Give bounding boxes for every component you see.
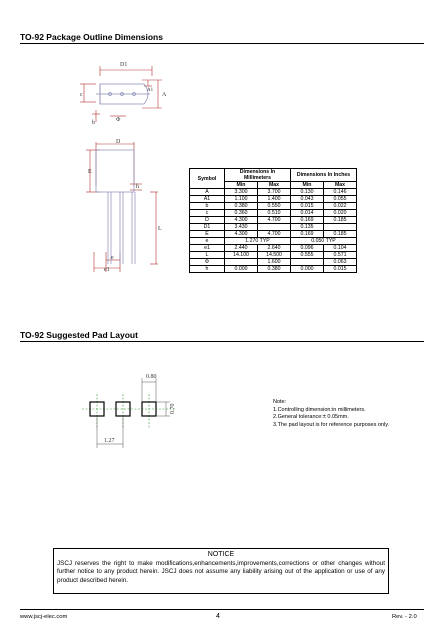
- table-row: [190, 238, 357, 245]
- note-line-2: 2.General tolerance:± 0.05mm.: [273, 414, 349, 420]
- cell-value: 0.360: [225, 210, 258, 217]
- cell-value: 0.104: [324, 245, 357, 252]
- cell-value: 0.550: [258, 203, 291, 210]
- cell-value: 0.055: [324, 196, 357, 203]
- table-row: [190, 210, 357, 217]
- cell-value: 4.700: [258, 217, 291, 224]
- package-front-view-drawing: [86, 140, 166, 272]
- cell-value: [291, 259, 324, 266]
- cell-value: 4.300: [225, 217, 258, 224]
- cell-value: 0.063: [324, 259, 357, 266]
- cell-value: 14.100: [225, 252, 258, 259]
- cell-value: 0.050 TYP: [291, 238, 357, 245]
- cell-value: 1.400: [258, 196, 291, 203]
- cell-value: 2.440: [225, 245, 258, 252]
- pad-layout-drawing: [80, 368, 180, 450]
- notice-box: [53, 548, 389, 594]
- cell-symbol: A1: [190, 196, 225, 203]
- label-c: c: [80, 92, 83, 98]
- footer-page-number: 4: [216, 613, 220, 620]
- cell-value: 0.146: [324, 189, 357, 196]
- cell-value: 0.015: [324, 266, 357, 273]
- cell-symbol: Φ: [190, 259, 225, 266]
- cell-value: 2.640: [258, 245, 291, 252]
- label-b: b: [92, 120, 95, 126]
- label-phi: Φ: [116, 117, 121, 123]
- table-row: [190, 252, 357, 259]
- cell-value: 0.135: [291, 224, 324, 231]
- cell-value: 3.700: [258, 189, 291, 196]
- table-row: [190, 266, 357, 273]
- pad-section-title: TO-92 Suggested Pad Layout: [20, 330, 424, 342]
- cell-value: 0.000: [291, 266, 324, 273]
- label-pad-pitch: 1.27: [104, 438, 115, 444]
- cell-value: 0.022: [324, 203, 357, 210]
- label-d: D: [116, 139, 121, 145]
- footer-website: www.jscj-elec.com: [20, 614, 68, 620]
- cell-value: [324, 224, 357, 231]
- table-row: [190, 196, 357, 203]
- cell-value: 0.096: [291, 245, 324, 252]
- header-symbol: Symbol: [190, 169, 225, 189]
- label-h: h: [136, 184, 139, 190]
- cell-value: 0.380: [258, 266, 291, 273]
- cell-value: 0.020: [324, 210, 357, 217]
- table-row: [190, 245, 357, 252]
- footer-revision: Rev. - 2.0: [392, 614, 417, 620]
- cell-symbol: D: [190, 217, 225, 224]
- header-mm: Dimensions In Millimeters: [225, 169, 291, 182]
- cell-value: 3.300: [225, 189, 258, 196]
- cell-value: 0.130: [291, 189, 324, 196]
- notes-title: Note:: [273, 399, 287, 405]
- footer-divider: [20, 609, 424, 610]
- cell-value: 0.169: [291, 231, 324, 238]
- cell-symbol: e: [190, 238, 225, 245]
- cell-value: 0.555: [291, 252, 324, 259]
- label-a: A: [162, 92, 167, 98]
- label-pad-width: 0.80: [146, 374, 157, 380]
- cell-value: 0.169: [291, 217, 324, 224]
- table-row: [190, 203, 357, 210]
- table-row: [190, 217, 357, 224]
- header-in-max: Max: [324, 182, 357, 189]
- cell-value: 3.430: [225, 224, 258, 231]
- note-line-3: 3.The pad layout is for reference purposes only.: [273, 421, 390, 428]
- cell-symbol: L: [190, 252, 225, 259]
- cell-symbol: E: [190, 231, 225, 238]
- label-pad-height: 0.70: [170, 403, 176, 414]
- cell-symbol: e1: [190, 245, 225, 252]
- cell-value: 0.043: [291, 196, 324, 203]
- outline-section-title: TO-92 Package Outline Dimensions: [20, 32, 424, 44]
- cell-value: 0.571: [324, 252, 357, 259]
- header-in-min: Min: [291, 182, 324, 189]
- cell-value: 1.100: [225, 196, 258, 203]
- label-e1: e1: [104, 267, 110, 273]
- cell-value: [258, 224, 291, 231]
- label-d1: D1: [120, 62, 128, 68]
- header-mm-min: Min: [225, 182, 258, 189]
- notes-block: [273, 399, 389, 429]
- label-e-side: E: [88, 169, 92, 175]
- cell-symbol: h: [190, 266, 225, 273]
- header-mm-max: Max: [258, 182, 291, 189]
- cell-value: 0.185: [324, 231, 357, 238]
- cell-value: 0.000: [225, 266, 258, 273]
- cell-symbol: D1: [190, 224, 225, 231]
- table-row: [190, 259, 357, 266]
- cell-value: 0.380: [225, 203, 258, 210]
- table-row: [190, 224, 357, 231]
- cell-value: 1.600: [258, 259, 291, 266]
- cell-symbol: b: [190, 203, 225, 210]
- cell-value: [225, 259, 258, 266]
- label-e: e: [111, 255, 114, 261]
- note-line-1: 1.Controlling dimension:in millimeters.: [273, 406, 366, 413]
- cell-symbol: c: [190, 210, 225, 217]
- label-a1: A1: [147, 88, 154, 93]
- cell-value: 0.185: [324, 217, 357, 224]
- cell-value: 14.500: [258, 252, 291, 259]
- header-in: Dimensions In Inches: [291, 169, 357, 182]
- cell-value: 0.015: [291, 203, 324, 210]
- notice-body: JSCJ reserves the right to make modifications,enhancements,improvements,corrections or other changes without further notice to any product herein. JSCJ does not assume any liability arising out of the application or use of any product described herein.: [57, 559, 385, 584]
- package-top-view-drawing: [80, 58, 170, 130]
- label-l: L: [158, 226, 162, 232]
- table-row: [190, 231, 357, 238]
- cell-value: 0.510: [258, 210, 291, 217]
- table-row: [190, 189, 357, 196]
- cell-value: 4.700: [258, 231, 291, 238]
- cell-value: 4.300: [225, 231, 258, 238]
- cell-symbol: A: [190, 189, 225, 196]
- notice-title: NOTICE: [207, 551, 235, 558]
- dimensions-table: [189, 168, 357, 273]
- cell-value: 1.270 TYP: [225, 238, 291, 245]
- cell-value: 0.014: [291, 210, 324, 217]
